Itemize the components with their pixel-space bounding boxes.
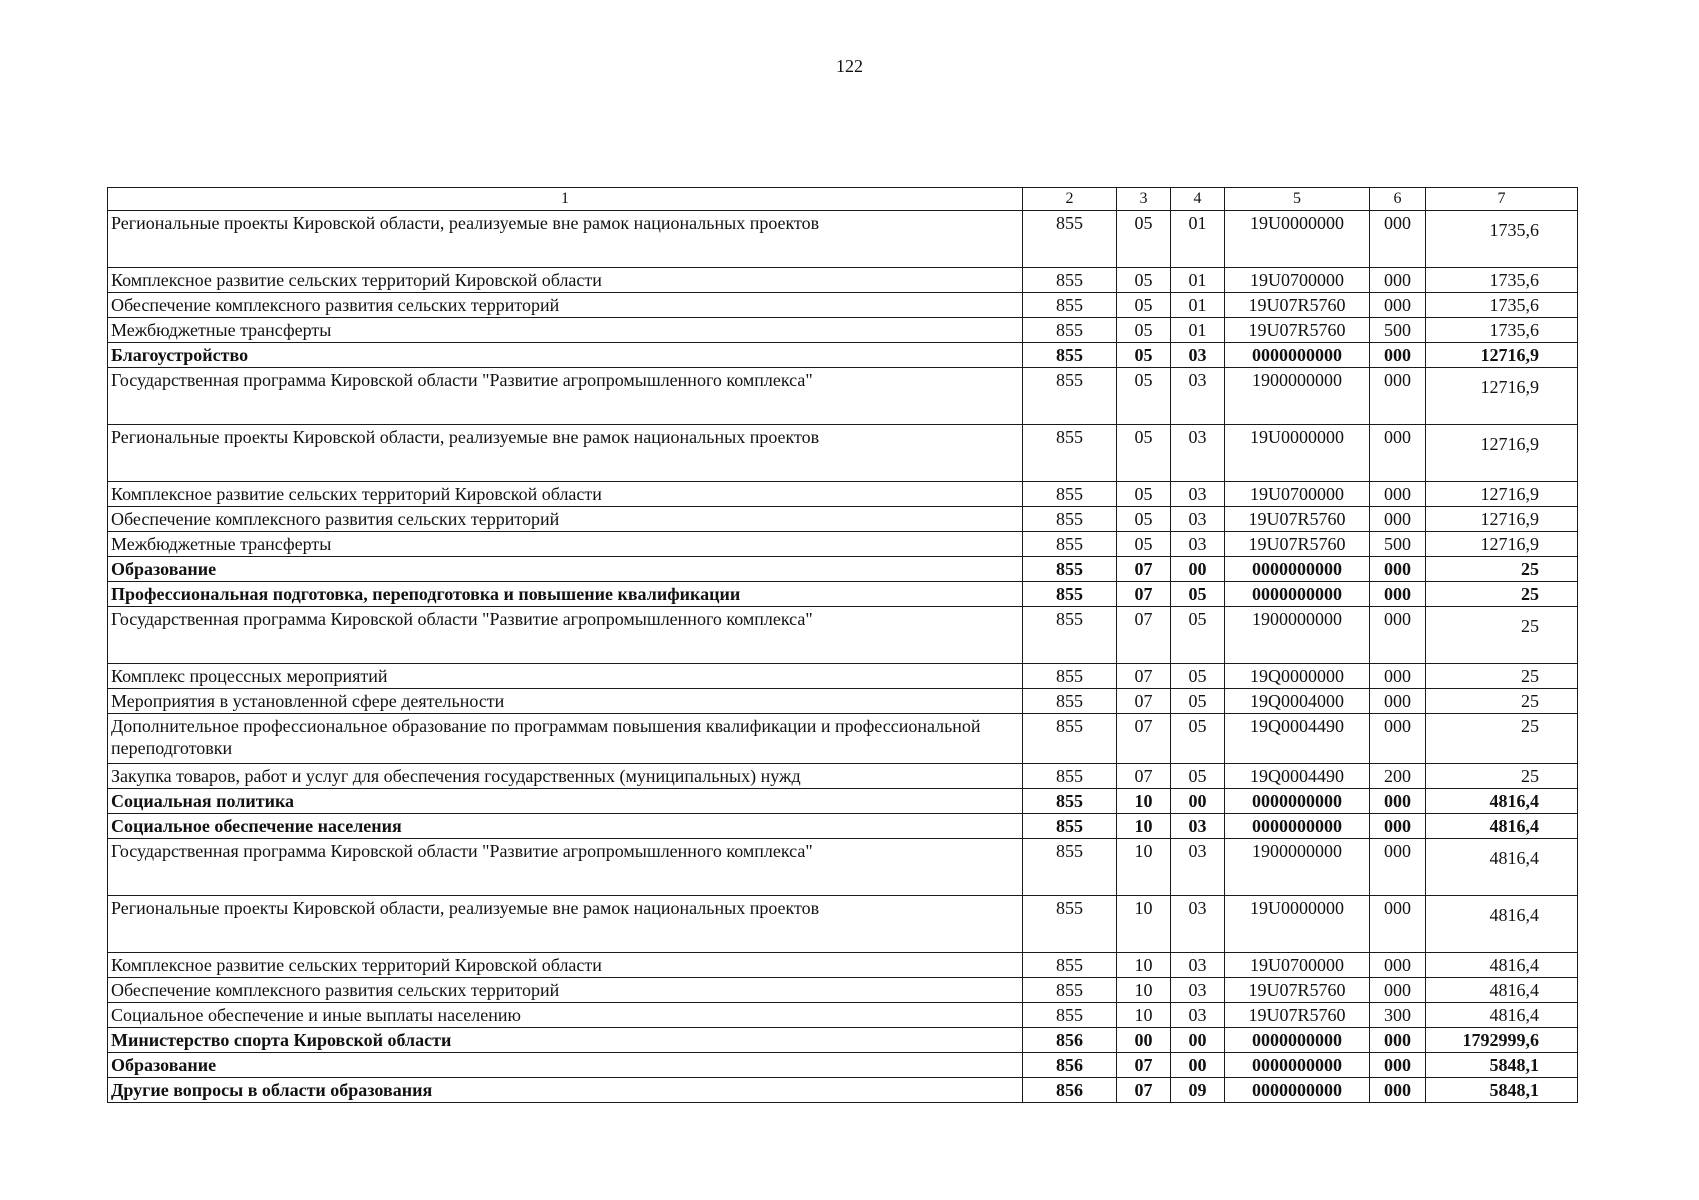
row-code-gr-cell: 855	[1023, 664, 1117, 689]
row-amount-cell: 12716,9	[1426, 507, 1578, 532]
row-amount-cell: 25	[1426, 764, 1578, 789]
header-cell-2: 2	[1023, 188, 1117, 211]
row-name-cell: Региональные проекты Кировской области, реализуемые вне рамок национальных проектов	[108, 425, 1023, 482]
row-code-gr-cell: 855	[1023, 714, 1117, 764]
row-code-gr-cell: 855	[1023, 839, 1117, 896]
row-amount-cell: 25	[1426, 689, 1578, 714]
budget-table-body	[108, 188, 1578, 1103]
row-target-article-cell: 19Q0000000	[1225, 664, 1370, 689]
row-amount-cell: 25	[1426, 582, 1578, 607]
row-amount-cell: 4816,4	[1426, 814, 1578, 839]
budget-table	[107, 187, 1578, 1103]
table-row	[108, 789, 1578, 814]
row-target-article-cell: 1900000000	[1225, 368, 1370, 425]
row-target-article-cell: 19U07R5760	[1225, 507, 1370, 532]
row-section-cell: 10	[1117, 839, 1171, 896]
row-amount-cell: 12716,9	[1426, 425, 1578, 482]
row-target-article-cell: 19U0000000	[1225, 896, 1370, 953]
row-section-cell: 05	[1117, 507, 1171, 532]
row-code-gr-cell: 855	[1023, 814, 1117, 839]
row-name-cell: Благоустройство	[108, 343, 1023, 368]
row-name-cell: Образование	[108, 1053, 1023, 1078]
row-target-article-cell: 19U07R5760	[1225, 318, 1370, 343]
row-amount-cell: 4816,4	[1426, 1003, 1578, 1028]
row-section-cell: 05	[1117, 425, 1171, 482]
row-amount-cell: 12716,9	[1426, 343, 1578, 368]
row-subsection-cell: 01	[1171, 211, 1225, 268]
row-code-gr-cell: 855	[1023, 557, 1117, 582]
row-code-gr-cell: 855	[1023, 764, 1117, 789]
row-code-gr-cell: 855	[1023, 978, 1117, 1003]
table-row	[108, 689, 1578, 714]
row-target-article-cell: 0000000000	[1225, 814, 1370, 839]
row-subsection-cell: 00	[1171, 1053, 1225, 1078]
row-expense-type-cell: 000	[1370, 1028, 1426, 1053]
row-subsection-cell: 03	[1171, 507, 1225, 532]
row-name-cell: Социальное обеспечение и иные выплаты населению	[108, 1003, 1023, 1028]
row-expense-type-cell: 000	[1370, 268, 1426, 293]
row-name-cell: Межбюджетные трансферты	[108, 532, 1023, 557]
row-name-cell: Государственная программа Кировской области "Развитие агропромышленного комплекса"	[108, 607, 1023, 664]
row-expense-type-cell: 000	[1370, 425, 1426, 482]
table-row	[108, 368, 1578, 425]
row-section-cell: 07	[1117, 689, 1171, 714]
row-amount-cell: 1735,6	[1426, 293, 1578, 318]
row-expense-type-cell: 000	[1370, 293, 1426, 318]
row-code-gr-cell: 856	[1023, 1028, 1117, 1053]
row-expense-type-cell: 000	[1370, 1078, 1426, 1103]
row-target-article-cell: 0000000000	[1225, 1078, 1370, 1103]
row-amount-cell: 4816,4	[1426, 953, 1578, 978]
row-section-cell: 10	[1117, 789, 1171, 814]
row-expense-type-cell: 000	[1370, 664, 1426, 689]
row-expense-type-cell: 000	[1370, 607, 1426, 664]
row-section-cell: 07	[1117, 714, 1171, 764]
row-code-gr-cell: 855	[1023, 482, 1117, 507]
row-name-cell: Обеспечение комплексного развития сельских территорий	[108, 978, 1023, 1003]
row-subsection-cell: 01	[1171, 268, 1225, 293]
row-section-cell: 05	[1117, 482, 1171, 507]
row-target-article-cell: 19Q0004490	[1225, 764, 1370, 789]
row-name-cell: Государственная программа Кировской области "Развитие агропромышленного комплекса"	[108, 839, 1023, 896]
row-section-cell: 10	[1117, 978, 1171, 1003]
row-code-gr-cell: 855	[1023, 368, 1117, 425]
row-subsection-cell: 03	[1171, 978, 1225, 1003]
row-name-cell: Обеспечение комплексного развития сельских территорий	[108, 293, 1023, 318]
row-amount-cell: 4816,4	[1426, 789, 1578, 814]
row-section-cell: 05	[1117, 368, 1171, 425]
row-name-cell: Социальное обеспечение населения	[108, 814, 1023, 839]
header-cell-5: 5	[1225, 188, 1370, 211]
row-name-cell: Министерство спорта Кировской области	[108, 1028, 1023, 1053]
table-row	[108, 318, 1578, 343]
row-code-gr-cell: 855	[1023, 318, 1117, 343]
row-subsection-cell: 05	[1171, 664, 1225, 689]
row-expense-type-cell: 000	[1370, 978, 1426, 1003]
table-row	[108, 896, 1578, 953]
row-target-article-cell: 19U0700000	[1225, 482, 1370, 507]
header-cell-6: 6	[1370, 188, 1426, 211]
row-expense-type-cell: 000	[1370, 343, 1426, 368]
table-row	[108, 557, 1578, 582]
row-target-article-cell: 19U07R5760	[1225, 978, 1370, 1003]
row-amount-cell: 1735,6	[1426, 211, 1578, 268]
row-subsection-cell: 05	[1171, 764, 1225, 789]
row-expense-type-cell: 000	[1370, 896, 1426, 953]
row-subsection-cell: 05	[1171, 689, 1225, 714]
table-header-row	[108, 188, 1578, 211]
table-row	[108, 532, 1578, 557]
row-target-article-cell: 0000000000	[1225, 1053, 1370, 1078]
row-subsection-cell: 05	[1171, 607, 1225, 664]
row-section-cell: 05	[1117, 532, 1171, 557]
page-number: 122	[836, 56, 863, 76]
row-amount-cell: 25	[1426, 664, 1578, 689]
row-code-gr-cell: 855	[1023, 425, 1117, 482]
row-amount-cell: 4816,4	[1426, 839, 1578, 896]
row-subsection-cell: 05	[1171, 582, 1225, 607]
row-name-cell: Комплексное развитие сельских территорий Кировской области	[108, 482, 1023, 507]
row-amount-cell: 5848,1	[1426, 1053, 1578, 1078]
row-expense-type-cell: 300	[1370, 1003, 1426, 1028]
row-subsection-cell: 01	[1171, 293, 1225, 318]
table-row	[108, 293, 1578, 318]
row-section-cell: 05	[1117, 293, 1171, 318]
row-code-gr-cell: 856	[1023, 1078, 1117, 1103]
table-row	[108, 425, 1578, 482]
row-code-gr-cell: 855	[1023, 1003, 1117, 1028]
table-row	[108, 839, 1578, 896]
row-amount-cell: 1735,6	[1426, 318, 1578, 343]
row-subsection-cell: 01	[1171, 318, 1225, 343]
row-expense-type-cell: 000	[1370, 482, 1426, 507]
row-section-cell: 00	[1117, 1028, 1171, 1053]
header-cell-1: 1	[108, 188, 1023, 211]
table-row	[108, 211, 1578, 268]
header-cell-7: 7	[1426, 188, 1578, 211]
row-expense-type-cell: 500	[1370, 532, 1426, 557]
row-amount-cell: 4816,4	[1426, 978, 1578, 1003]
row-amount-cell: 1735,6	[1426, 268, 1578, 293]
row-name-cell: Дополнительное профессиональное образование по программам повышения квалификации и профессиональной переподготовки	[108, 714, 1023, 764]
row-name-cell: Комплексное развитие сельских территорий Кировской области	[108, 953, 1023, 978]
row-section-cell: 07	[1117, 764, 1171, 789]
row-code-gr-cell: 855	[1023, 293, 1117, 318]
row-code-gr-cell: 855	[1023, 582, 1117, 607]
row-code-gr-cell: 855	[1023, 268, 1117, 293]
row-expense-type-cell: 000	[1370, 839, 1426, 896]
row-target-article-cell: 0000000000	[1225, 789, 1370, 814]
row-code-gr-cell: 855	[1023, 507, 1117, 532]
row-target-article-cell: 1900000000	[1225, 839, 1370, 896]
row-section-cell: 10	[1117, 1003, 1171, 1028]
table-row	[108, 607, 1578, 664]
row-expense-type-cell: 000	[1370, 1053, 1426, 1078]
row-target-article-cell: 19U07R5760	[1225, 532, 1370, 557]
row-subsection-cell: 03	[1171, 482, 1225, 507]
row-name-cell: Мероприятия в установленной сфере деятельности	[108, 689, 1023, 714]
row-section-cell: 05	[1117, 268, 1171, 293]
row-subsection-cell: 00	[1171, 1028, 1225, 1053]
row-expense-type-cell: 000	[1370, 582, 1426, 607]
row-target-article-cell: 19Q0004490	[1225, 714, 1370, 764]
row-code-gr-cell: 855	[1023, 532, 1117, 557]
row-amount-cell: 12716,9	[1426, 482, 1578, 507]
row-subsection-cell: 00	[1171, 557, 1225, 582]
table-row	[108, 978, 1578, 1003]
table-row	[108, 507, 1578, 532]
row-expense-type-cell: 200	[1370, 764, 1426, 789]
table-row	[108, 1028, 1578, 1053]
row-subsection-cell: 09	[1171, 1078, 1225, 1103]
row-target-article-cell: 0000000000	[1225, 557, 1370, 582]
row-name-cell: Государственная программа Кировской области "Развитие агропромышленного комплекса"	[108, 368, 1023, 425]
row-target-article-cell: 19U0000000	[1225, 425, 1370, 482]
row-amount-cell: 12716,9	[1426, 368, 1578, 425]
row-code-gr-cell: 855	[1023, 343, 1117, 368]
row-subsection-cell: 03	[1171, 896, 1225, 953]
row-amount-cell: 1792999,6	[1426, 1028, 1578, 1053]
row-target-article-cell: 0000000000	[1225, 1028, 1370, 1053]
row-expense-type-cell: 500	[1370, 318, 1426, 343]
row-section-cell: 07	[1117, 582, 1171, 607]
table-row	[108, 714, 1578, 764]
row-code-gr-cell: 855	[1023, 789, 1117, 814]
header-cell-4: 4	[1171, 188, 1225, 211]
row-expense-type-cell: 000	[1370, 507, 1426, 532]
row-expense-type-cell: 000	[1370, 368, 1426, 425]
row-expense-type-cell: 000	[1370, 689, 1426, 714]
table-row	[108, 1053, 1578, 1078]
table-row	[108, 814, 1578, 839]
row-name-cell: Региональные проекты Кировской области, реализуемые вне рамок национальных проектов	[108, 896, 1023, 953]
row-name-cell: Комплексное развитие сельских территорий Кировской области	[108, 268, 1023, 293]
row-name-cell: Региональные проекты Кировской области, реализуемые вне рамок национальных проектов	[108, 211, 1023, 268]
table-row	[108, 1003, 1578, 1028]
table-row	[108, 343, 1578, 368]
row-subsection-cell: 03	[1171, 953, 1225, 978]
table-row	[108, 664, 1578, 689]
row-expense-type-cell: 000	[1370, 714, 1426, 764]
row-name-cell: Комплекс процессных мероприятий	[108, 664, 1023, 689]
row-name-cell: Другие вопросы в области образования	[108, 1078, 1023, 1103]
row-subsection-cell: 03	[1171, 368, 1225, 425]
row-section-cell: 05	[1117, 343, 1171, 368]
row-subsection-cell: 05	[1171, 714, 1225, 764]
row-section-cell: 10	[1117, 953, 1171, 978]
row-section-cell: 05	[1117, 211, 1171, 268]
row-section-cell: 05	[1117, 318, 1171, 343]
row-amount-cell: 12716,9	[1426, 532, 1578, 557]
row-amount-cell: 25	[1426, 557, 1578, 582]
row-expense-type-cell: 000	[1370, 789, 1426, 814]
row-code-gr-cell: 855	[1023, 607, 1117, 664]
row-name-cell: Обеспечение комплексного развития сельских территорий	[108, 507, 1023, 532]
row-section-cell: 07	[1117, 557, 1171, 582]
row-target-article-cell: 19U0700000	[1225, 268, 1370, 293]
row-name-cell: Закупка товаров, работ и услуг для обеспечения государственных (муниципальных) нужд	[108, 764, 1023, 789]
row-expense-type-cell: 000	[1370, 557, 1426, 582]
row-amount-cell: 5848,1	[1426, 1078, 1578, 1103]
row-subsection-cell: 03	[1171, 343, 1225, 368]
row-section-cell: 07	[1117, 664, 1171, 689]
row-expense-type-cell: 000	[1370, 211, 1426, 268]
table-row	[108, 764, 1578, 789]
row-code-gr-cell: 855	[1023, 689, 1117, 714]
row-code-gr-cell: 856	[1023, 1053, 1117, 1078]
row-name-cell: Профессиональная подготовка, переподготовка и повышение квалификации	[108, 582, 1023, 607]
row-subsection-cell: 03	[1171, 1003, 1225, 1028]
row-amount-cell: 25	[1426, 714, 1578, 764]
row-code-gr-cell: 855	[1023, 211, 1117, 268]
row-section-cell: 10	[1117, 896, 1171, 953]
row-expense-type-cell: 000	[1370, 953, 1426, 978]
row-target-article-cell: 19U0700000	[1225, 953, 1370, 978]
row-expense-type-cell: 000	[1370, 814, 1426, 839]
table-row	[108, 1078, 1578, 1103]
row-target-article-cell: 19U0000000	[1225, 211, 1370, 268]
row-target-article-cell: 0000000000	[1225, 343, 1370, 368]
table-row	[108, 953, 1578, 978]
row-section-cell: 07	[1117, 607, 1171, 664]
row-code-gr-cell: 855	[1023, 896, 1117, 953]
table-row	[108, 268, 1578, 293]
row-target-article-cell: 19U07R5760	[1225, 293, 1370, 318]
row-subsection-cell: 03	[1171, 839, 1225, 896]
row-subsection-cell: 00	[1171, 789, 1225, 814]
row-subsection-cell: 03	[1171, 814, 1225, 839]
row-name-cell: Межбюджетные трансферты	[108, 318, 1023, 343]
row-amount-cell: 4816,4	[1426, 896, 1578, 953]
row-section-cell: 07	[1117, 1078, 1171, 1103]
row-name-cell: Социальная политика	[108, 789, 1023, 814]
row-subsection-cell: 03	[1171, 532, 1225, 557]
row-section-cell: 10	[1117, 814, 1171, 839]
row-name-cell: Образование	[108, 557, 1023, 582]
row-amount-cell: 25	[1426, 607, 1578, 664]
table-row	[108, 582, 1578, 607]
row-target-article-cell: 19U07R5760	[1225, 1003, 1370, 1028]
table-row	[108, 482, 1578, 507]
row-target-article-cell: 19Q0004000	[1225, 689, 1370, 714]
row-code-gr-cell: 855	[1023, 953, 1117, 978]
header-cell-3: 3	[1117, 188, 1171, 211]
row-subsection-cell: 03	[1171, 425, 1225, 482]
row-section-cell: 07	[1117, 1053, 1171, 1078]
row-target-article-cell: 0000000000	[1225, 582, 1370, 607]
row-target-article-cell: 1900000000	[1225, 607, 1370, 664]
